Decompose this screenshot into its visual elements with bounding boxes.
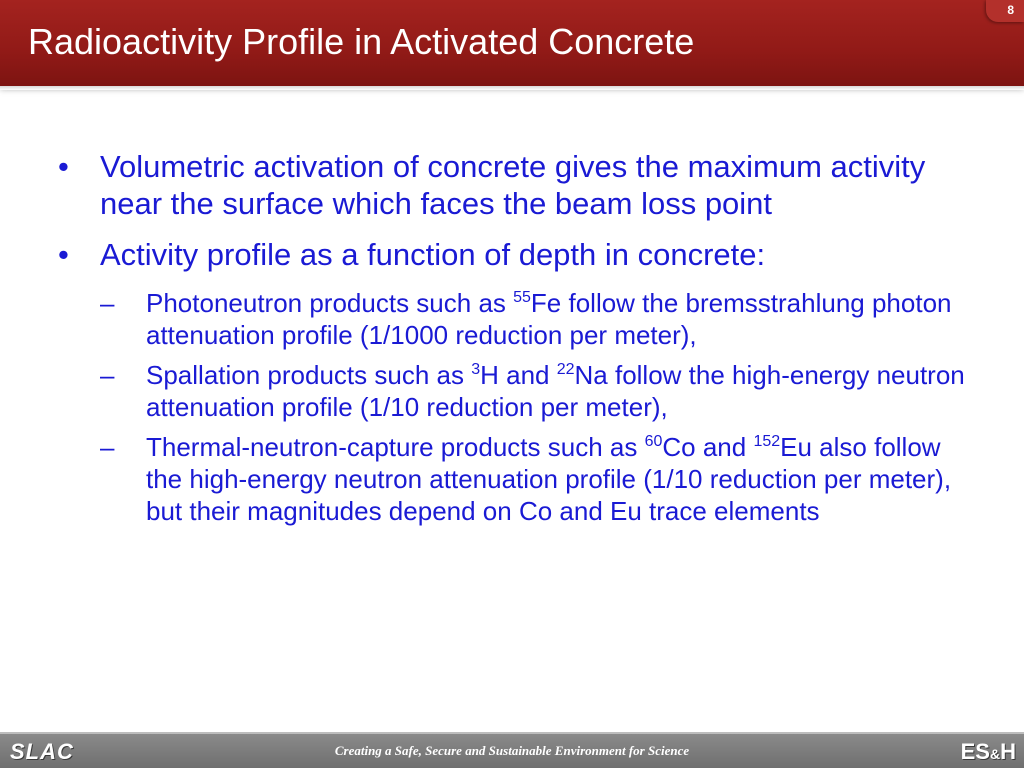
bullet-item	[58, 236, 978, 273]
page-number-tab	[986, 0, 1024, 22]
footer-bar	[0, 734, 1024, 768]
bullet-text: Activity profile as a function of depth in concrete:	[100, 237, 766, 272]
bullet-icon: •	[58, 237, 69, 272]
esh-logo: ES&H	[960, 739, 1016, 764]
sub-bullet-text: Photoneutron products such as $^{55}$Fe follow the bremsstrahlung photon attenuation profile (1/1000 reduction per meter),	[146, 288, 952, 350]
dash-icon: –	[100, 360, 115, 390]
title-bar	[0, 0, 1024, 86]
slac-logo: SLAC	[10, 739, 74, 764]
bullet-icon: •	[58, 149, 69, 184]
isotope-mass-number: 60	[644, 433, 663, 450]
sub-bullet-item	[100, 359, 978, 423]
page-number: 8	[1007, 3, 1014, 17]
sub-bullet-text: Spallation products such as $^3$H and $^{22}$Na follow the high-energy neutron attenuation profile (1/10 reduction per meter),	[146, 360, 965, 422]
isotope-mass-number: 3	[471, 361, 481, 378]
isotope-mass-number: 22	[556, 361, 575, 378]
sub-bullet-item	[100, 431, 978, 527]
slide-body	[58, 148, 978, 535]
bullet-item	[58, 148, 978, 222]
dash-icon: –	[100, 288, 115, 318]
bullet-text: Volumetric activation of concrete gives the maximum activity near the surface which faces the beam loss point	[100, 149, 926, 221]
isotope-mass-number: 152	[753, 433, 781, 450]
dash-icon: –	[100, 432, 115, 462]
sub-bullet-text: Thermal-neutron-capture products such as $^{60}$Co and $^{152}$Eu also follow the high-energy neutron attenuation profile (1/10 reduction per meter), but their magnitudes depend on Co and Eu trace elements	[146, 432, 952, 526]
slide-title: Radioactivity Profile in Activated Concrete	[28, 21, 695, 62]
footer-tagline: Creating a Safe, Secure and Sustainable Environment for Science	[334, 743, 690, 758]
isotope-mass-number: 55	[513, 289, 531, 306]
sub-bullet-item	[100, 287, 978, 351]
